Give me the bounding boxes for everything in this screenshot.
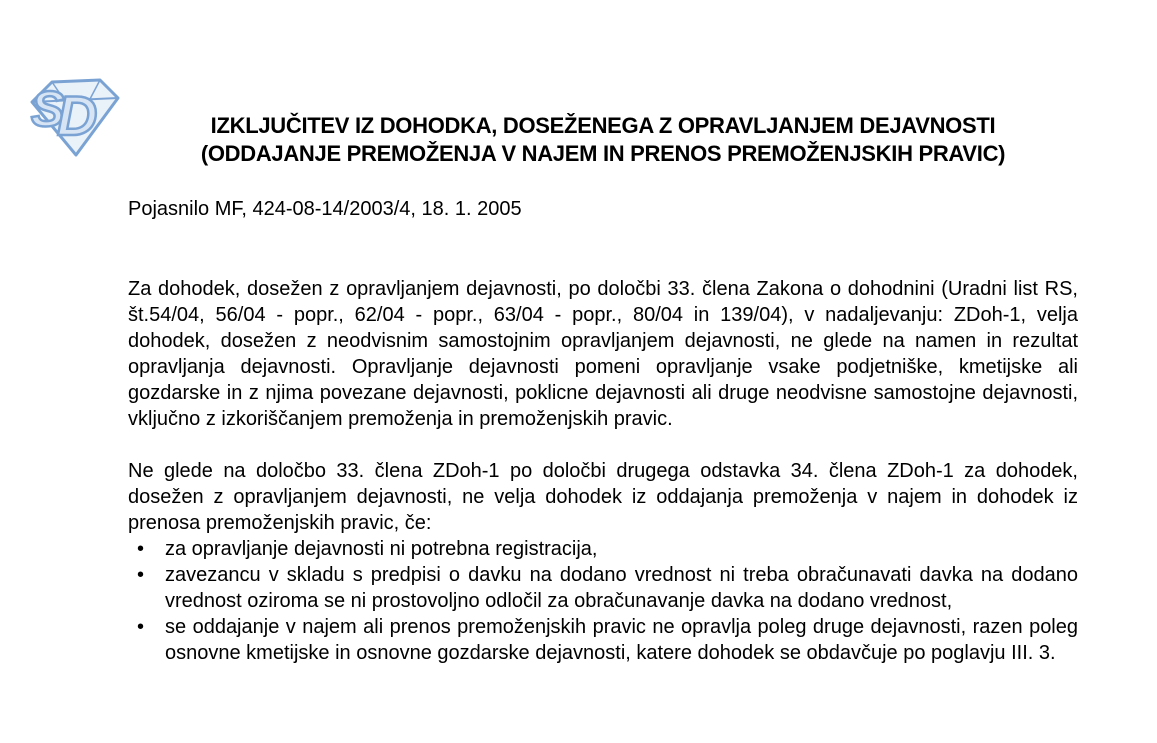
logo-letter-s: S [31,81,65,137]
bullet-item-2 [128,562,1078,614]
document-title [128,112,1078,168]
sd-diamond-logo [27,71,123,159]
bullet-text-3: se oddajanje v najem ali prenos premoženjskih pravic ne opravlja poleg druge dejavnosti, razen poleg osnovne kmetijske in osnovne gozdarske dejavnosti, katere dohodek se obdavčuje po poglavju III. 3. [165,616,1078,664]
bullet-list [128,536,1078,666]
bullet-item-3 [128,614,1078,666]
diamond-gem-icon [27,71,123,159]
bullet-icon: • [137,616,145,638]
bullet-text-1: za opravljanje dejavnosti ni potrebna registracija, [165,538,598,560]
logo-letter-d: D [57,84,98,147]
document-reference: Pojasnilo MF, 424-08-14/2003/4, 18. 1. 2005 [128,198,522,220]
paragraph-2: Ne glede na določbo 33. člena ZDoh-1 po določbi drugega odstavka 34. člena ZDoh-1 za dohodek, dosežen z opravljanjem dejavnosti, ne velja dohodek iz oddajanja premoženja v najem in dohodek iz prenosa premoženjskih pravic, če: [128,460,1078,534]
title-line-2: (ODDAJANJE PREMOŽENJA V NAJEM IN PRENOS PREMOŽENJSKIH PRAVIC) [200,141,1006,166]
bullet-icon: • [137,538,145,560]
bullet-item-1 [128,536,1078,562]
bullet-text-2: zavezancu v skladu s predpisi o davku na dodano vrednost ni treba obračunavati davka na dodano vrednost oziroma se ni prostovoljno odločil za obračunavanje davka na dodano vrednost, [165,564,1078,612]
paragraph-1: Za dohodek, dosežen z opravljanjem dejavnosti, po določbi 33. člena Zakona o dohodnini (Uradni list RS, št.54/04, 56/04 - popr., 62/04 - popr., 63/04 - popr., 80/04 in 139/04), v nadaljevanju: ZDoh-1, velja dohodek, dosežen z neodvisnim samostojnim opravljanjem dejavnosti, ne glede na namen in rezultat opravljanja dejavnosti. Opravljanje dejavnosti pomeni opravljanje vsake podjetniške, kmetijske ali gozdarske in z njima povezane dejavnosti, poklicne dejavnosti ali druge neodvisne samostojne dejavnosti, vključno z izkoriščanjem premoženja in premoženjskih pravic. [128,278,1078,430]
title-line-1: IZKLJUČITEV IZ DOHODKA, DOSEŽENEGA Z OPRAVLJANJEM DEJAVNOSTI [210,113,996,138]
bullet-icon: • [137,564,145,586]
document-content [128,0,1078,666]
